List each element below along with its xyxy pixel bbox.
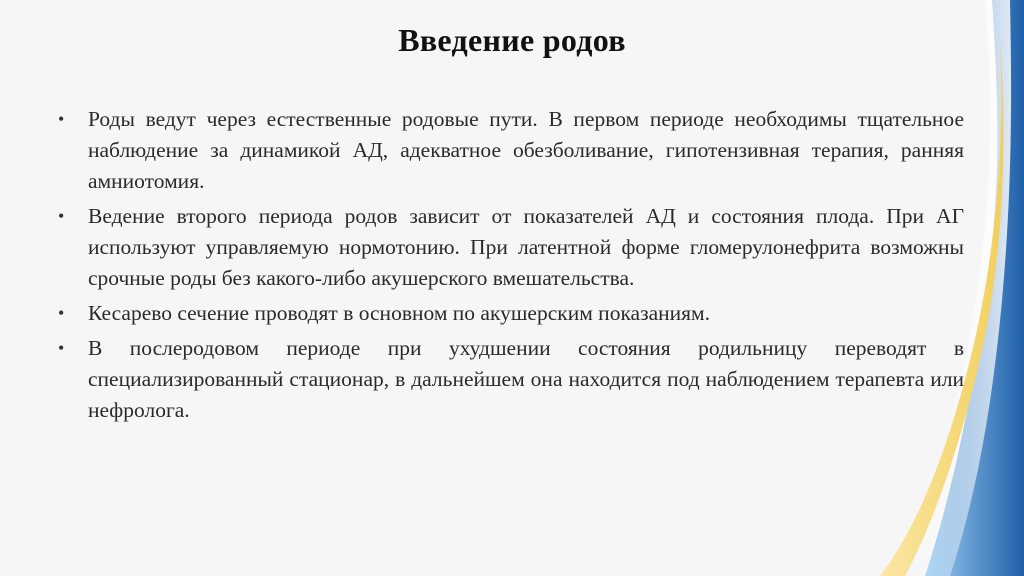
bullet-icon: • bbox=[58, 206, 65, 226]
bullet-text: В послеродовом периоде при ухудшении состояния родильницу переводят в специализированный стационар, в дальнейшем она находится под наблюдением терапевта или нефролога. bbox=[88, 336, 964, 422]
slide-title: Введение родов bbox=[398, 22, 626, 58]
bullet-text: Ведение второго периода родов зависит от показателей АД и состояния плода. При АГ используют управляемую нормотонию. При латентной форме гломерулонефрита возможны срочные роды без какого-либо акушерского вмешательства. bbox=[88, 204, 964, 290]
list-item bbox=[58, 201, 964, 294]
list-item bbox=[58, 104, 964, 197]
list-item bbox=[58, 298, 964, 329]
list-item bbox=[58, 333, 964, 426]
bullet-list bbox=[58, 104, 964, 430]
bullet-icon: • bbox=[58, 338, 65, 358]
bullet-icon: • bbox=[58, 109, 65, 129]
bullet-icon: • bbox=[58, 303, 65, 323]
bullet-text: Кесарево сечение проводят в основном по акушерским показаниям. bbox=[88, 301, 711, 325]
bullet-text: Роды ведут через естественные родовые пути. В первом периоде необходимы тщательное наблюдение за динамикой АД, адекватное обезболивание, гипотензивная терапия, ранняя амниотомия. bbox=[88, 107, 964, 193]
